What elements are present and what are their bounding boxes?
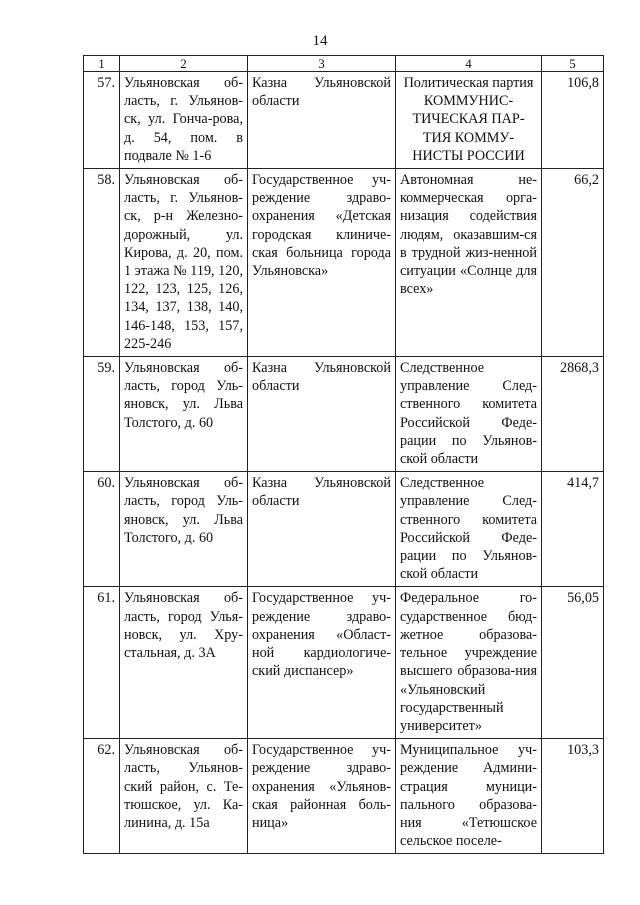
- address-cell: Ульяновская об-ласть, город Уль-яновск, ул. Льва Толстого, д. 60: [120, 472, 248, 587]
- column-header: 3: [248, 56, 396, 72]
- area-cell: 66,2: [542, 169, 604, 357]
- address-cell: Ульяновская об-ласть, Ульянов-ский район, с. Те-тюшское, ул. Ка-линина, д. 15а: [120, 739, 248, 854]
- address-cell: Ульяновская об-ласть, город Уль-яновск, ул. Льва Толстого, д. 60: [120, 357, 248, 472]
- table-row: [84, 357, 604, 472]
- recipient-cell: Федеральное го-сударственное бюд-жетное образова-тельное учреждение высшего образова-ния «Ульяновский государственный университет»: [396, 587, 542, 739]
- column-header: 2: [120, 56, 248, 72]
- page-number: 14: [312, 33, 328, 49]
- row-number: 61.: [84, 587, 120, 739]
- address-cell: Ульяновская об-ласть, г. Ульянов-ск, ул. Гонча-рова, д. 54, пом. в подвале № 1-6: [120, 72, 248, 169]
- area-cell: 103,3: [542, 739, 604, 854]
- row-number: 59.: [84, 357, 120, 472]
- table-row: [84, 472, 604, 587]
- table-row: [84, 739, 604, 854]
- row-number: 62.: [84, 739, 120, 854]
- holder-cell: Казна Ульяновской области: [248, 472, 396, 587]
- row-number: 60.: [84, 472, 120, 587]
- holder-cell: Государственное уч-реждение здраво-охранения «Област-ной кардиологиче-ский диспансер»: [248, 587, 396, 739]
- address-cell: Ульяновская об-ласть, город Улья-новск, ул. Хру-стальная, д. 3А: [120, 587, 248, 739]
- recipient-cell: Политическая партия КОММУНИС-ТИЧЕСКАЯ ПАР-ТИЯ КОММУ-НИСТЫ РОССИИ: [396, 72, 542, 169]
- row-number: 57.: [84, 72, 120, 169]
- column-header: 1: [84, 56, 120, 72]
- column-number-row: [84, 56, 604, 72]
- holder-cell: Государственное уч-реждение здраво-охранения «Детская городская клиниче-ская больница города Ульяновска»: [248, 169, 396, 357]
- table-row: [84, 169, 604, 357]
- table-row: [84, 587, 604, 739]
- recipient-cell: Автономная не-коммерческая орга-низация содействия людям, оказавшим-ся в трудной жиз-ненной ситуации «Солнце для всех»: [396, 169, 542, 357]
- area-cell: 106,8: [542, 72, 604, 169]
- holder-cell: Казна Ульяновской области: [248, 72, 396, 169]
- holder-cell: Казна Ульяновской области: [248, 357, 396, 472]
- column-header: 4: [396, 56, 542, 72]
- address-cell: Ульяновская об-ласть, г. Ульянов-ск, р-н Железно-дорожный, ул. Кирова, д. 20, пом. 1 этажа № 119, 120, 122, 123, 125, 126, 134, 137, 138, 140, 146-148, 153, 157, 225-246: [120, 169, 248, 357]
- area-cell: 56,05: [542, 587, 604, 739]
- property-table: [83, 55, 604, 854]
- holder-cell: Государственное уч-реждение здраво-охранения «Ульянов-ская районная боль-ница»: [248, 739, 396, 854]
- recipient-cell: Муниципальное уч-реждение Админи-страция муници-пального образова-ния «Тетюшское сельское поселе-: [396, 739, 542, 854]
- area-cell: 2868,3: [542, 357, 604, 472]
- recipient-cell: Следственное управление След-ственного комитета Российской Феде-рации по Ульянов-ской области: [396, 472, 542, 587]
- table-row: [84, 72, 604, 169]
- row-number: 58.: [84, 169, 120, 357]
- column-header: 5: [542, 56, 604, 72]
- recipient-cell: Следственное управление След-ственного комитета Российской Феде-рации по Ульянов-ской области: [396, 357, 542, 472]
- area-cell: 414,7: [542, 472, 604, 587]
